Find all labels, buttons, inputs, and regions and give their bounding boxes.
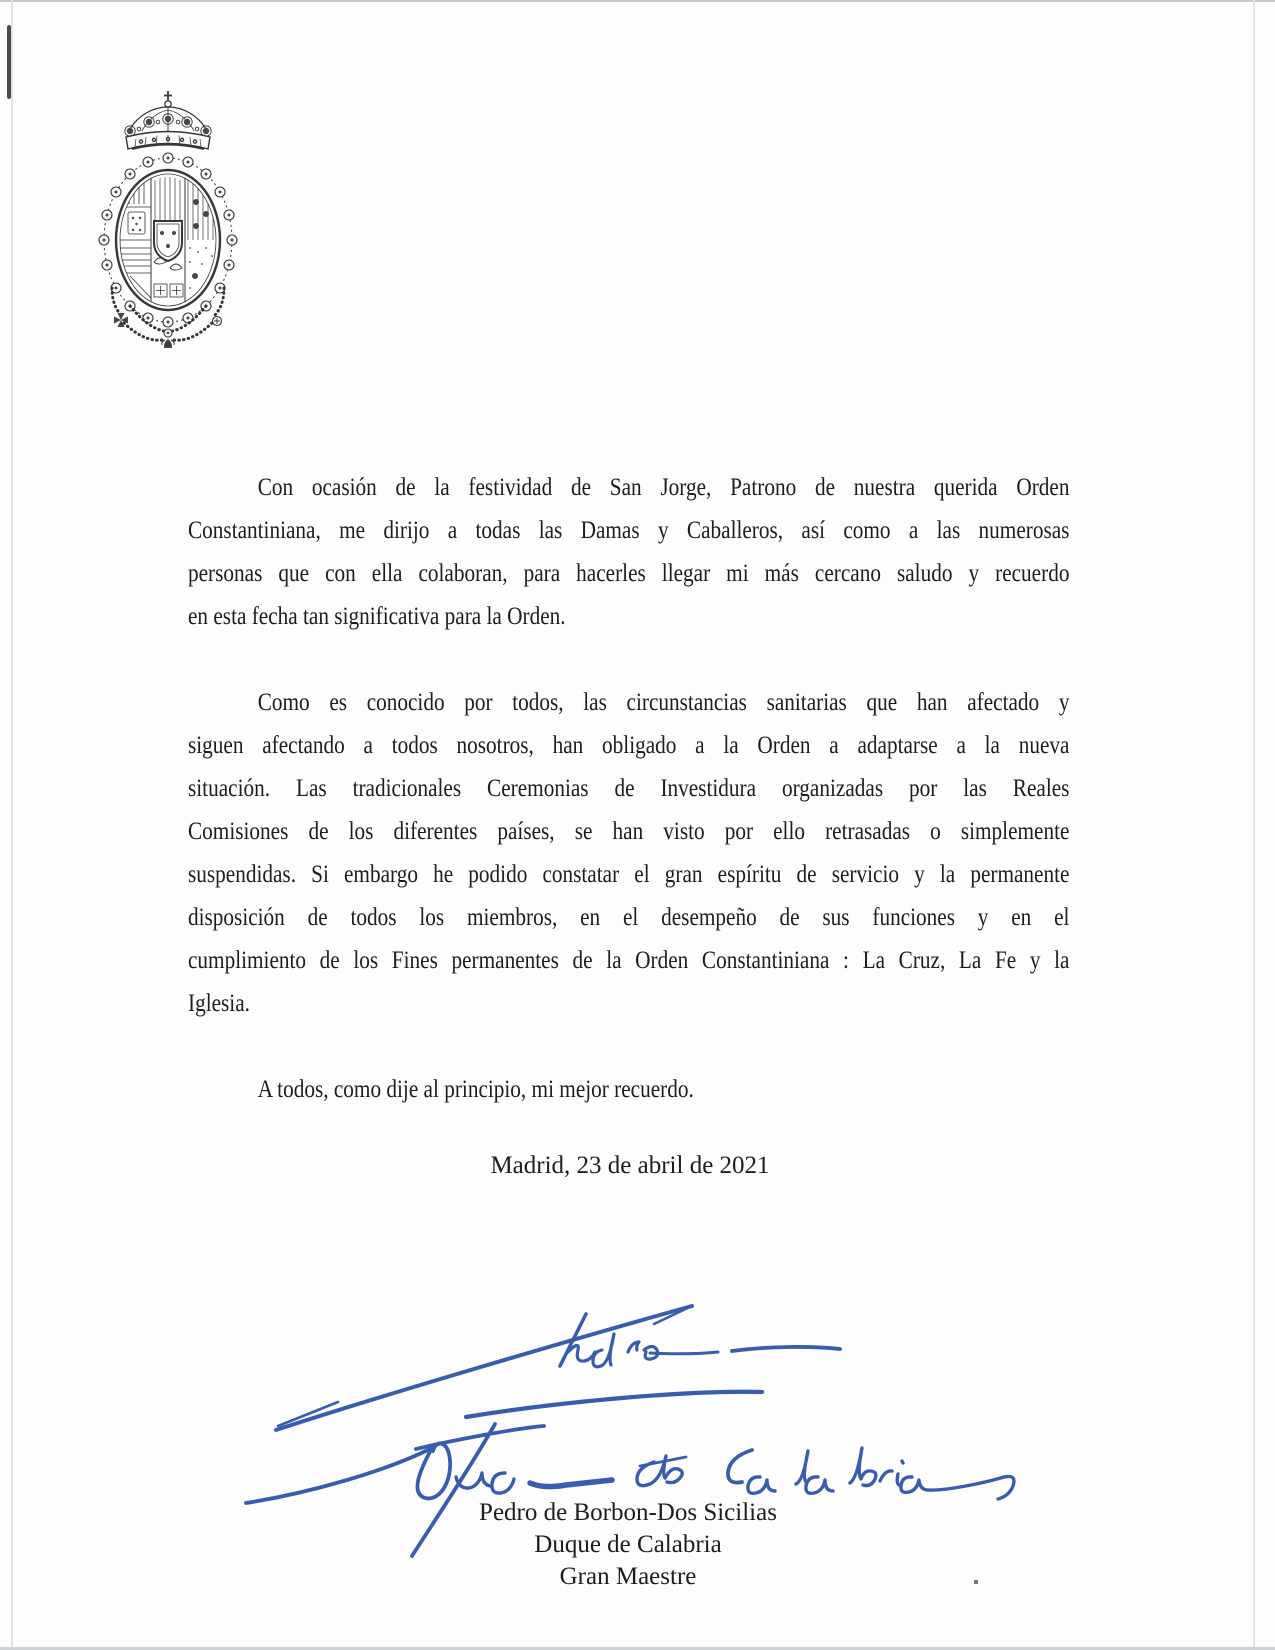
text-line: situación. Las tradicionales Ceremonias de Investidura organizadas por las Reales: [188, 775, 1070, 802]
paragraph: [188, 1068, 1069, 1111]
signatory-name: Pedro de Borbon-Dos Sicilias: [479, 1499, 777, 1526]
signatory-title: Duque de Calabria: [534, 1531, 722, 1558]
signature-block: [0, 1497, 1256, 1593]
text-line: cumplimiento de los Fines permanentes de la Orden Constantiniana : La Cruz, La Fe y la: [188, 947, 1070, 974]
paragraph: [188, 466, 1069, 638]
paragraph: [188, 681, 1069, 1025]
text-line: siguen afectando a todos nosotros, han obligado a la Orden a adaptarse a la nueva: [188, 732, 1070, 759]
coat-of-arms: [92, 90, 244, 348]
scan-edge-right: [1253, 0, 1255, 1650]
scan-edge-left: [11, 0, 13, 1650]
text-line: Como es conocido por todos, las circunstancias sanitarias que han afectado y: [257, 689, 1070, 716]
text-line: personas que con ella colaboran, para hacerles llegar mi más cercano saludo y recuerdo: [188, 560, 1070, 587]
scan-edge-top: [0, 0, 1275, 2]
signatory-role: Gran Maestre: [559, 1563, 697, 1590]
text-line: disposición de todos los miembros, en el desempeño de sus funciones y en el: [188, 904, 1070, 931]
text-line: Constantiniana, me dirijo a todas las Damas y Caballeros, así como a las numerosas: [188, 517, 1070, 544]
text-line: A todos, como dije al principio, mi mejor recuerdo.: [257, 1076, 694, 1103]
text-line: en esta fecha tan significativa para la Orden.: [188, 603, 566, 630]
letter-body: [188, 466, 1069, 1154]
coat-of-arms-icon: [92, 90, 244, 348]
text-line: Iglesia.: [188, 990, 250, 1017]
dateline: Madrid, 23 de abril de 2021: [490, 1152, 770, 1179]
scan-artifact-mark: [7, 25, 11, 99]
text-line: Comisiones de los diferentes países, se han visto por ello retrasadas o simplemente: [188, 818, 1070, 845]
text-line: suspendidas. Si embargo he podido constatar el gran espíritu de servicio y la permanente: [188, 861, 1070, 888]
text-line: Con ocasión de la festividad de San Jorge, Patrono de nuestra querida Orden: [257, 474, 1070, 501]
